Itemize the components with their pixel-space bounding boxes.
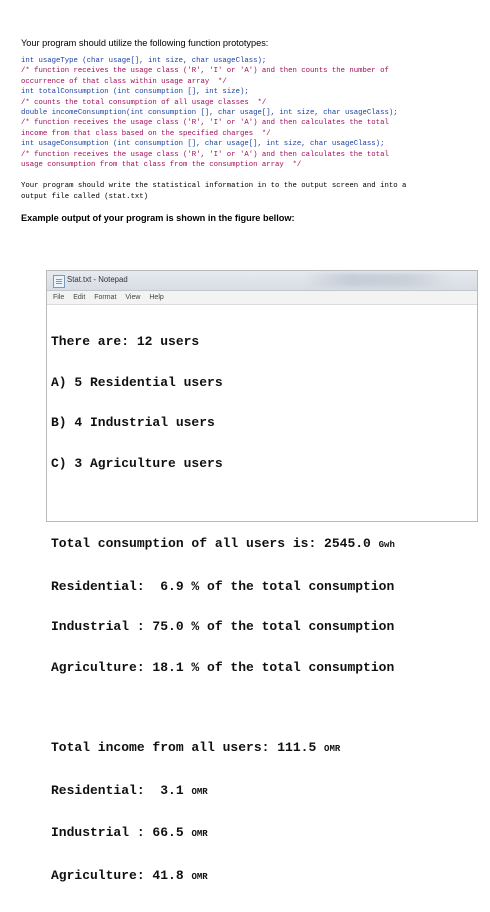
notepad-text-area[interactable]: [47, 305, 477, 911]
unit-label: Gwh: [378, 540, 395, 550]
text-segment: Total income from all users: 111.5: [51, 740, 325, 755]
unit-label: OMR: [324, 744, 341, 754]
unit-label: OMR: [191, 829, 208, 839]
code-comment: /* function receives the usage class ('R', 'I' or 'A') and then calculates the total: [21, 119, 389, 128]
menu-edit[interactable]: Edit: [73, 294, 86, 301]
notepad-titlebar[interactable]: [47, 271, 477, 291]
text-line: Industrial : 75.0 % of the total consumption: [51, 619, 395, 634]
notepad-title: Stat.txt - Notepad: [67, 275, 128, 284]
assignment-document: [21, 38, 483, 223]
text-line: [51, 869, 477, 885]
text-line: Residential: 6.9 % of the total consumption: [51, 578, 395, 594]
code-comment: occurrence of that class within usage array */: [21, 77, 227, 86]
code-line-total-consumption: int totalConsumption (int consumption [], int size);: [21, 88, 249, 97]
example-title: Example output of your program is shown in the figure bellow:: [21, 213, 295, 224]
output-note-line: Your program should write the statistical information in to the output screen and into a: [21, 182, 407, 191]
code-line-income-consumption: double incomeConsumption(int consumption [], char usage[], int size, char usageClass);: [21, 109, 398, 118]
text-line: Agriculture: 18.1 % of the total consumption: [51, 659, 395, 675]
text-line: B) 4 Industrial users: [51, 415, 215, 430]
code-block: [21, 56, 483, 170]
menu-help[interactable]: Help: [149, 294, 164, 301]
code-comment: income from that class based on the specified charges */: [21, 129, 271, 138]
code-comment: /* function receives the usage class ('R', 'I' or 'A') and then counts the number of: [21, 67, 389, 76]
menu-view[interactable]: View: [125, 294, 141, 301]
code-comment: usage consumption from that class from the consumption array */: [21, 161, 302, 170]
menu-format[interactable]: Format: [94, 294, 117, 301]
text-line: [51, 784, 477, 800]
text-segment: Agriculture: 41.8: [51, 867, 192, 883]
text-line: [51, 537, 477, 553]
unit-label: OMR: [191, 786, 208, 797]
code-comment: /* counts the total consumption of all usage classes */: [21, 98, 267, 107]
intro-text: Your program should utilize the following function prototypes:: [21, 38, 269, 48]
text-segment: Residential: 3.1: [51, 782, 192, 798]
menu-file[interactable]: File: [53, 294, 65, 301]
code-comment: /* function receives the usage class ('R', 'I' or 'A') and then calculates the total: [21, 150, 389, 159]
blank-line: [51, 497, 477, 510]
notepad-icon: [53, 275, 65, 288]
code-line-usage-type: int usageType (char usage[], int size, char usageClass);: [21, 57, 267, 65]
code-line-usage-consumption: int usageConsumption (int consumption [], char usage[], int size, char usageClass);: [21, 140, 385, 149]
notepad-window: [46, 270, 478, 883]
unit-label: OMR: [191, 871, 208, 882]
notepad-menubar: [47, 291, 477, 305]
blank-line: [51, 701, 477, 714]
text-line: There are: 12 users: [51, 334, 200, 349]
text-segment: Industrial : 66.5: [51, 825, 192, 840]
output-note: [21, 181, 483, 202]
text-line: [51, 741, 477, 757]
text-line: C) 3 Agriculture users: [51, 455, 223, 471]
text-line: [51, 826, 477, 842]
blurred-titlebar-region: [303, 273, 453, 287]
text-segment: Total consumption of all users is: 2545.0: [51, 536, 379, 551]
output-note-line: output file called (stat.txt): [21, 192, 148, 201]
text-line: A) 5 Residential users: [51, 374, 223, 390]
